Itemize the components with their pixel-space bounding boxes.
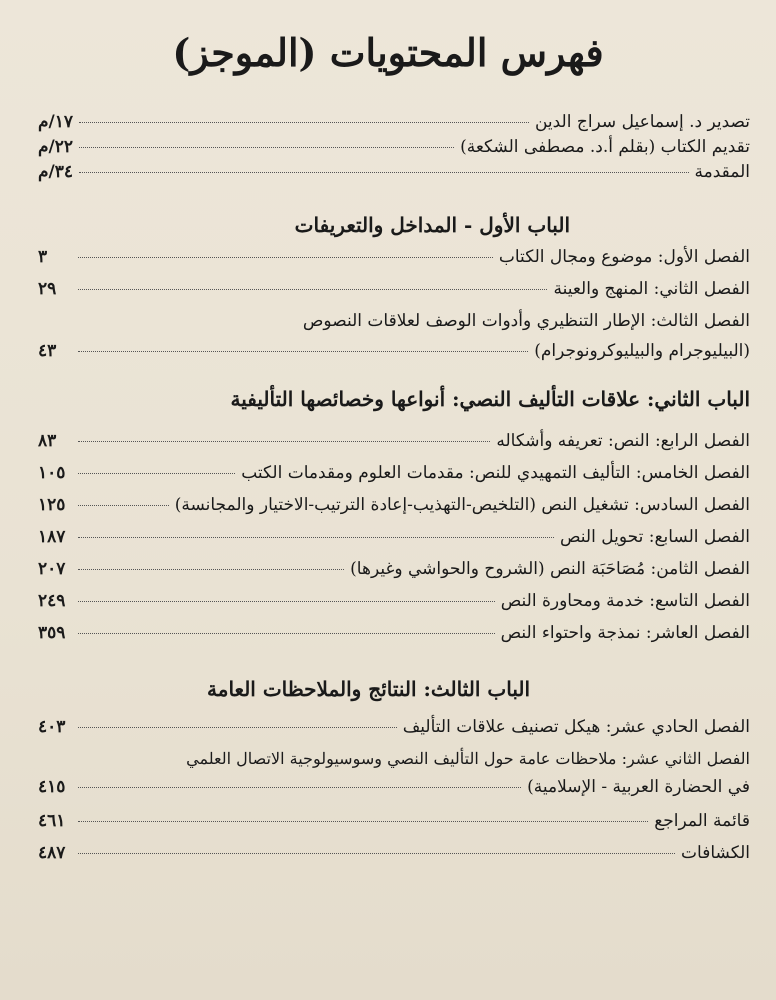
toc-entry-chapter-1[interactable]	[38, 247, 750, 279]
part-heading-2: الباب الثاني: علاقات التأليف النصي: أنواعها وخصائصها التأليفية	[230, 387, 750, 411]
toc-entry-chapter-3-line1[interactable]: الفصل الثالث: الإطار التنظيري وأدوات الوصف لعلاقات النصوص	[302, 311, 750, 331]
toc-entry-chapter-8[interactable]	[38, 559, 750, 591]
entry-page: ٤٠٣	[38, 717, 66, 737]
entry-label: تقديم الكتاب (بقلم أ.د. مصطفى الشكعة)	[460, 137, 750, 157]
dot-leader	[78, 821, 648, 822]
toc-entry-chapter-3[interactable]	[38, 341, 750, 371]
toc-entry-chapter-10[interactable]	[38, 623, 750, 655]
entry-page: ٢٩	[38, 279, 57, 299]
toc-entry-foreword[interactable]	[38, 112, 750, 137]
entry-page: ٤١٥	[38, 777, 66, 797]
toc-entry-chapter-11[interactable]	[38, 717, 750, 749]
entry-label: تصدير د. إسماعيل سراج الدين	[534, 112, 750, 132]
part-heading-3: الباب الثالث: النتائج والملاحظات العامة	[207, 677, 530, 701]
toc-entry-chapter-12[interactable]	[38, 777, 750, 811]
entry-page: ٤٣	[38, 341, 57, 361]
dot-leader	[78, 569, 344, 570]
entry-label: الكشافات	[681, 843, 750, 863]
entry-page: ١٨٧	[38, 527, 66, 547]
entry-label: الفصل الأول: موضوع ومجال الكتاب	[498, 247, 750, 267]
dot-leader	[78, 537, 554, 538]
toc-entry-indexes[interactable]	[38, 843, 750, 875]
toc-entry-chapter-4[interactable]	[38, 431, 750, 463]
dot-leader	[79, 172, 689, 173]
table-of-contents	[38, 112, 750, 875]
entry-page: ٣	[38, 247, 48, 267]
part-heading-1: الباب الأول - المداخل والتعريفات	[294, 213, 570, 237]
entry-page: ١٢٥	[38, 495, 66, 515]
entry-label: المقدمة	[694, 162, 750, 182]
entry-page: ١٧/م	[38, 112, 73, 132]
entry-label: الفصل الحادي عشر: هيكل تصنيف علاقات التأليف	[402, 717, 750, 737]
page-title: فهرس المحتويات (الموجز)	[172, 30, 604, 75]
toc-entry-chapter-5[interactable]	[38, 463, 750, 495]
entry-label: الفصل الثاني: المنهج والعينة	[553, 279, 750, 299]
entry-label: الفصل التاسع: خدمة ومحاورة النص	[500, 591, 750, 611]
entry-label: (البيليوجرام والبيليوكرونوجرام)	[534, 341, 750, 361]
dot-leader	[78, 727, 397, 728]
dot-leader	[79, 147, 454, 148]
dot-leader	[78, 441, 490, 442]
entry-label: الفصل الثامن: مُصَاحَبَة النص (الشروح والحواشي وغيرها)	[350, 559, 750, 579]
dot-leader	[78, 505, 169, 506]
entry-page: ٨٣	[38, 431, 57, 451]
entry-page: ٤٨٧	[38, 843, 66, 863]
toc-entry-introduction[interactable]	[38, 162, 750, 187]
entry-page: ١٠٥	[38, 463, 66, 483]
toc-entry-references[interactable]	[38, 811, 750, 843]
dot-leader	[78, 633, 495, 634]
entry-label: الفصل الرابع: النص: تعريفه وأشكاله	[496, 431, 750, 451]
entry-page: ٣٥٩	[38, 623, 66, 643]
dot-leader	[78, 853, 675, 854]
dot-leader	[78, 351, 528, 352]
toc-entry-chapter-2[interactable]	[38, 279, 750, 311]
entry-page: ٣٤/م	[38, 162, 73, 182]
toc-entry-chapter-6[interactable]	[38, 495, 750, 527]
entry-label: الفصل الخامس: التأليف التمهيدي للنص: مقدمات العلوم ومقدمات الكتب	[241, 463, 750, 483]
dot-leader	[78, 289, 547, 290]
entry-label: الفصل العاشر: نمذجة واحتواء النص	[500, 623, 750, 643]
entry-label: قائمة المراجع	[654, 811, 750, 831]
toc-entry-chapter-9[interactable]	[38, 591, 750, 623]
dot-leader	[78, 787, 521, 788]
entry-label: في الحضارة العربية - الإسلامية)	[527, 777, 750, 797]
toc-entry-presentation[interactable]	[38, 137, 750, 162]
toc-entry-chapter-7[interactable]	[38, 527, 750, 559]
toc-entry-chapter-12-line1[interactable]: الفصل الثاني عشر: ملاحظات عامة حول التأليف النصي وسوسيولوجية الاتصال العلمي	[186, 749, 750, 768]
entry-page: ٢٤٩	[38, 591, 66, 611]
entry-label: الفصل السادس: تشغيل النص (التلخيص-التهذيب-إعادة الترتيب-الاختيار والمجانسة)	[174, 495, 750, 515]
dot-leader	[78, 473, 235, 474]
entry-label: الفصل السابع: تحويل النص	[559, 527, 750, 547]
dot-leader	[78, 601, 495, 602]
entry-page: ٤٦١	[38, 811, 66, 831]
dot-leader	[78, 257, 493, 258]
entry-page: ٢٢/م	[38, 137, 73, 157]
dot-leader	[79, 122, 529, 123]
entry-page: ٢٠٧	[38, 559, 66, 579]
